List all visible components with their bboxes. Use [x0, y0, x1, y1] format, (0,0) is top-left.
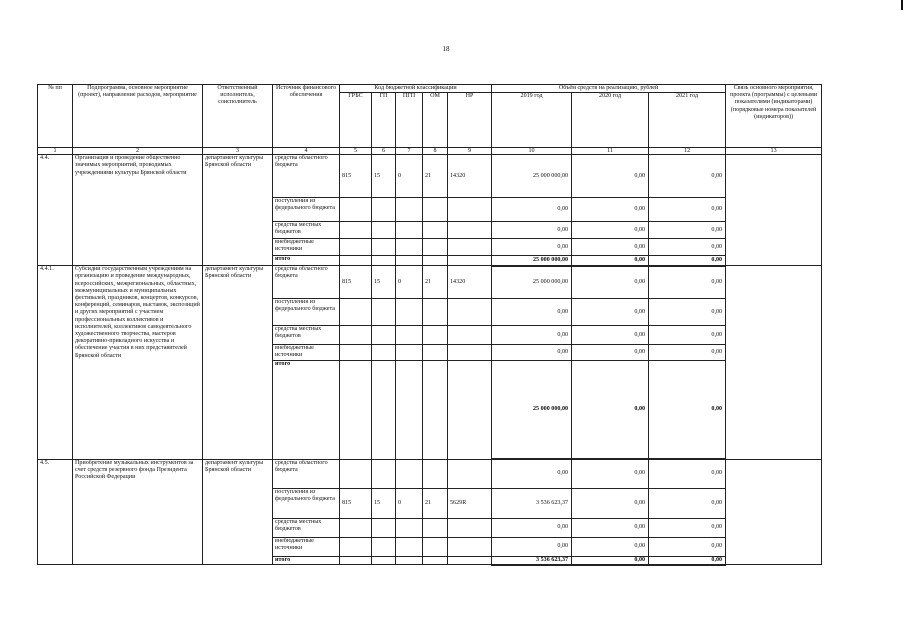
- row-regional-source: средства областного бюджета: [273, 266, 340, 299]
- code-nr: [448, 518, 492, 537]
- indicator-link: [726, 266, 822, 459]
- row-regional-source: средства областного бюджета: [273, 459, 340, 488]
- item-executor: департамент культуры Брянской области: [203, 459, 273, 565]
- code-om: [423, 360, 448, 459]
- code-gp: [372, 326, 396, 345]
- amount-2021: 0,00: [649, 256, 726, 266]
- item-name: Субсидии государственным учреждениям на организацию и проведение международных, всероссийских, межрегиональных, областных, межмуниципальных и муниципальных фестивалей, праздников, концертов, конкурсов, конференций, семинаров, выставок, экспозиций и других мероприятий с участием профессиональных коллективов и исполнителей, коллективов самодеятельного художественного творчества, мастеров декоративно-прикладного искусства и обеспечение участия в них представителей Брянской области: [73, 266, 203, 459]
- table-row: [38, 155, 822, 198]
- code-grbs: [340, 556, 372, 565]
- code-grbs: [340, 222, 372, 239]
- amount-2021: 0,00: [649, 459, 726, 488]
- code-pgp: 0: [396, 266, 423, 299]
- column-number-row: [38, 148, 822, 155]
- code-om: [423, 198, 448, 222]
- amount-2019: 0,00: [492, 222, 572, 239]
- code-nr: [448, 198, 492, 222]
- code-om: [423, 239, 448, 256]
- amount-2021: 0,00: [649, 345, 726, 360]
- code-gp: [372, 556, 396, 565]
- row-total-source: итого: [273, 556, 340, 565]
- code-pgp: [396, 459, 423, 488]
- code-nr: [448, 222, 492, 239]
- code-pgp: 0: [396, 155, 423, 198]
- amount-2020: 0,00: [572, 345, 649, 360]
- code-nr: [448, 345, 492, 360]
- code-grbs: 815: [340, 155, 372, 198]
- amount-2021: 0,00: [649, 326, 726, 345]
- amount-2020: 0,00: [572, 198, 649, 222]
- amount-2020: 0,00: [572, 459, 649, 488]
- row-offbudget-source: внебюджетные источники: [273, 537, 340, 556]
- code-pgp: [396, 222, 423, 239]
- header-budget-code: Код бюджетной классификации: [340, 85, 492, 93]
- row-offbudget-source: внебюджетные источники: [273, 239, 340, 256]
- code-om: [423, 556, 448, 565]
- code-nr: [448, 239, 492, 256]
- code-gp: 15: [372, 266, 396, 299]
- code-pgp: [396, 518, 423, 537]
- header-volume: Объём средств на реализацию, рублей: [492, 85, 726, 93]
- code-om: [423, 518, 448, 537]
- code-om: 21: [423, 488, 448, 518]
- budget-table: [37, 84, 822, 566]
- table-header: [38, 85, 822, 155]
- code-om: [423, 459, 448, 488]
- item-executor: департамент культуры Брянской области: [203, 266, 273, 459]
- code-pgp: [396, 326, 423, 345]
- code-grbs: [340, 518, 372, 537]
- amount-2019: 0,00: [492, 518, 572, 537]
- amount-2020: 0,00: [572, 488, 649, 518]
- amount-2019: 0,00: [492, 198, 572, 222]
- code-pgp: 0: [396, 488, 423, 518]
- code-gp: [372, 360, 396, 459]
- header-name: Подпрограмма, основное мероприятие (проект), направление расходов, мероприятие: [73, 85, 203, 148]
- amount-2021: 0,00: [649, 222, 726, 239]
- header-num: № пп: [38, 85, 73, 148]
- code-nr: [448, 556, 492, 565]
- amount-2021: 0,00: [649, 198, 726, 222]
- code-pgp: [396, 556, 423, 565]
- col-number: 8: [423, 148, 448, 155]
- row-federal-source: поступления из федерального бюджета: [273, 198, 340, 222]
- code-pgp: [396, 256, 423, 266]
- row-total-source: итого: [273, 360, 340, 459]
- header-source: Источник финансового обеспечения: [273, 85, 340, 148]
- amount-2020: 0,00: [572, 556, 649, 565]
- code-gp: 15: [372, 488, 396, 518]
- col-number: 11: [572, 148, 649, 155]
- row-regional-source: средства областного бюджета: [273, 155, 340, 198]
- code-nr: [448, 537, 492, 556]
- row-federal-source: поступления из федерального бюджета: [273, 299, 340, 326]
- row-local-source: средства местных бюджетов: [273, 222, 340, 239]
- header-link: Связь основного мероприятия, проекта (программы) с целевыми показателями (индикаторами) (порядковые номера показателей (индикаторов)): [726, 85, 822, 148]
- amount-2020: 0,00: [572, 360, 649, 459]
- amount-2019: 0,00: [492, 537, 572, 556]
- indicator-link: [726, 155, 822, 266]
- amount-2019: 25 000 000,00: [492, 256, 572, 266]
- code-gp: [372, 299, 396, 326]
- code-pgp: [396, 345, 423, 360]
- code-grbs: [340, 256, 372, 266]
- code-nr: 14320: [448, 266, 492, 299]
- table-row: [38, 266, 822, 299]
- code-nr: [448, 299, 492, 326]
- item-number: 4.4.1.: [38, 266, 73, 459]
- code-pgp: [396, 537, 423, 556]
- amount-2019: 3 536 623,37: [492, 488, 572, 518]
- code-pgp: [396, 239, 423, 256]
- amount-2020: 0,00: [572, 222, 649, 239]
- code-nr: 14320: [448, 155, 492, 198]
- code-grbs: [340, 345, 372, 360]
- code-grbs: [340, 360, 372, 459]
- code-nr: [448, 360, 492, 459]
- amount-2021: 0,00: [649, 266, 726, 299]
- amount-2020: 0,00: [572, 239, 649, 256]
- header-grbs: ГРБС: [340, 93, 372, 148]
- code-gp: [372, 518, 396, 537]
- item-executor: департамент культуры Брянской области: [203, 155, 273, 266]
- amount-2021: 0,00: [649, 488, 726, 518]
- code-om: [423, 256, 448, 266]
- amount-2021: 0,00: [649, 299, 726, 326]
- code-grbs: [340, 537, 372, 556]
- code-om: 21: [423, 266, 448, 299]
- amount-2019: 3 536 623,37: [492, 556, 572, 565]
- col-number: 1: [38, 148, 73, 155]
- amount-2021: 0,00: [649, 537, 726, 556]
- row-offbudget-source: внебюджетные источники: [273, 345, 340, 360]
- code-nr: [448, 256, 492, 266]
- amount-2020: 0,00: [572, 537, 649, 556]
- amount-2020: 0,00: [572, 266, 649, 299]
- code-gp: [372, 345, 396, 360]
- row-local-source: средства местных бюджетов: [273, 518, 340, 537]
- code-om: [423, 222, 448, 239]
- code-grbs: [340, 239, 372, 256]
- scan-edge-mark: [901, 0, 903, 10]
- amount-2019: 25 000 000,00: [492, 266, 572, 299]
- col-number: 4: [273, 148, 340, 155]
- code-om: [423, 299, 448, 326]
- amount-2019: 0,00: [492, 239, 572, 256]
- amount-2020: 0,00: [572, 155, 649, 198]
- code-pgp: [396, 299, 423, 326]
- col-number: 7: [396, 148, 423, 155]
- item-name: Приобретение музыкальных инструментов за счет средств резервного фонда Президента Российской Федерации: [73, 459, 203, 565]
- code-gp: [372, 256, 396, 266]
- col-number: 6: [372, 148, 396, 155]
- code-gp: [372, 239, 396, 256]
- item-name: Организация и проведение общественно значимых мероприятий, проводимых учреждениями культуры Брянской области: [73, 155, 203, 266]
- code-gp: [372, 459, 396, 488]
- amount-2019: 0,00: [492, 326, 572, 345]
- code-gp: 15: [372, 155, 396, 198]
- table-body: [38, 155, 822, 565]
- row-local-source: средства местных бюджетов: [273, 326, 340, 345]
- code-grbs: 815: [340, 266, 372, 299]
- code-nr: [448, 326, 492, 345]
- code-grbs: 815: [340, 488, 372, 518]
- amount-2019: 25 000 000,00: [492, 155, 572, 198]
- amount-2021: 0,00: [649, 239, 726, 256]
- code-grbs: [340, 459, 372, 488]
- row-total-source: итого: [273, 256, 340, 266]
- header-gp: ГП: [372, 93, 396, 148]
- code-grbs: [340, 326, 372, 345]
- item-number: 4.5.: [38, 459, 73, 565]
- amount-2019: 0,00: [492, 345, 572, 360]
- amount-2021: 0,00: [649, 518, 726, 537]
- code-pgp: [396, 198, 423, 222]
- col-number: 10: [492, 148, 572, 155]
- table-row: [38, 459, 822, 488]
- code-om: 21: [423, 155, 448, 198]
- code-gp: [372, 537, 396, 556]
- page-number: 18: [442, 45, 450, 53]
- header-2020: 2020 год: [572, 93, 649, 148]
- indicator-link: [726, 459, 822, 565]
- code-om: [423, 345, 448, 360]
- amount-2021: 0,00: [649, 155, 726, 198]
- amount-2019: 0,00: [492, 459, 572, 488]
- header-2019: 2019 год: [492, 93, 572, 148]
- amount-2021: 0,00: [649, 556, 726, 565]
- amount-2020: 0,00: [572, 256, 649, 266]
- header-pgp: ПГП: [396, 93, 423, 148]
- col-number: 12: [649, 148, 726, 155]
- code-om: [423, 326, 448, 345]
- header-executor: Ответственный исполнитель, соисполнитель: [203, 85, 273, 148]
- amount-2020: 0,00: [572, 299, 649, 326]
- item-number: 4.4.: [38, 155, 73, 266]
- code-gp: [372, 222, 396, 239]
- header-2021: 2021 год: [649, 93, 726, 148]
- amount-2021: 0,00: [649, 360, 726, 459]
- code-grbs: [340, 198, 372, 222]
- amount-2019: 0,00: [492, 299, 572, 326]
- code-grbs: [340, 299, 372, 326]
- amount-2020: 0,00: [572, 518, 649, 537]
- code-pgp: [396, 360, 423, 459]
- code-gp: [372, 198, 396, 222]
- code-om: [423, 537, 448, 556]
- col-number: 3: [203, 148, 273, 155]
- col-number: 9: [448, 148, 492, 155]
- amount-2020: 0,00: [572, 326, 649, 345]
- col-number: 13: [726, 148, 822, 155]
- code-nr: [448, 459, 492, 488]
- header-om: ОМ: [423, 93, 448, 148]
- row-federal-source: поступления из федерального бюджета: [273, 488, 340, 518]
- header-nr: НР: [448, 93, 492, 148]
- amount-2019: 25 000 000,00: [492, 360, 572, 459]
- code-nr: 5629R: [448, 488, 492, 518]
- col-number: 2: [73, 148, 203, 155]
- col-number: 5: [340, 148, 372, 155]
